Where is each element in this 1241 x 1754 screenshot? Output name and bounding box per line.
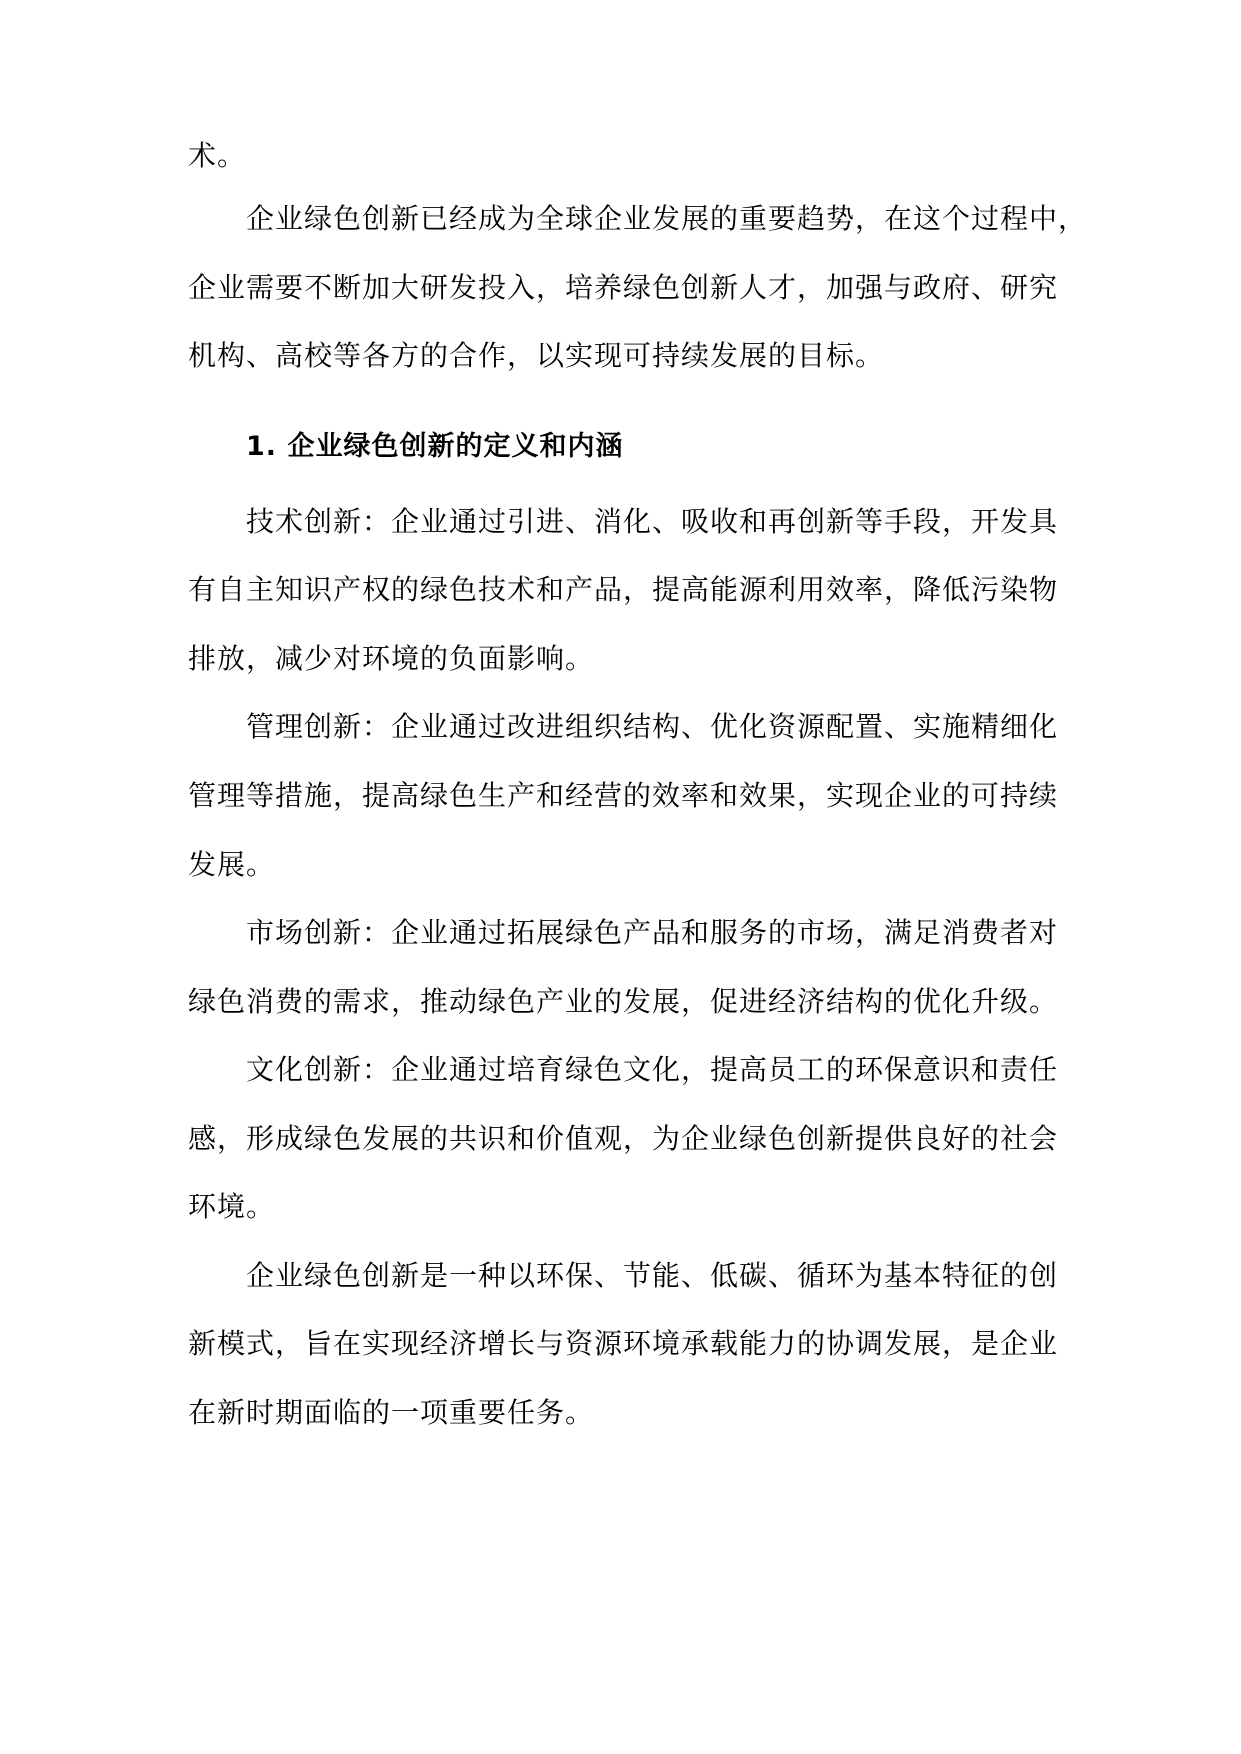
- text-line: 有自主知识产权的绿色技术和产品，提高能源利用效率，降低污染物: [188, 573, 1059, 606]
- text-line: 术。: [188, 139, 247, 172]
- text-line: 发展。: [188, 848, 276, 881]
- section-heading: 1. 企业绿色创新的定义和内涵: [246, 431, 624, 462]
- text-line: 文化创新：企业通过培育绿色文化，提高员工的环保意识和责任: [246, 1053, 1059, 1086]
- text-line: 企业需要不断加大研发投入，培养绿色创新人才，加强与政府、研究: [188, 271, 1059, 304]
- text-line: 在新时期面临的一项重要任务。: [188, 1396, 595, 1429]
- text-line: 环境。: [188, 1190, 276, 1223]
- text-line: 绿色消费的需求，推动绿色产业的发展，促进经济结构的优化升级。: [188, 985, 1059, 1018]
- text-line: 企业绿色创新已经成为全球企业发展的重要趋势，在这个过程中，: [246, 202, 1088, 235]
- text-line: 市场创新：企业通过拓展绿色产品和服务的市场，满足消费者对: [246, 916, 1059, 949]
- text-line: 企业绿色创新是一种以环保、节能、低碳、循环为基本特征的创: [246, 1259, 1059, 1292]
- text-line: 技术创新：企业通过引进、消化、吸收和再创新等手段，开发具: [246, 505, 1059, 538]
- text-line: 感，形成绿色发展的共识和价值观，为企业绿色创新提供良好的社会: [188, 1122, 1059, 1155]
- text-line: 管理等措施，提高绿色生产和经营的效率和效果，实现企业的可持续: [188, 779, 1059, 812]
- text-line: 机构、高校等各方的合作，以实现可持续发展的目标。: [188, 339, 885, 372]
- text-line: 排放，减少对环境的负面影响。: [188, 642, 595, 675]
- text-line: 新模式，旨在实现经济增长与资源环境承载能力的协调发展，是企业: [188, 1327, 1059, 1360]
- text-line: 管理创新：企业通过改进组织结构、优化资源配置、实施精细化: [246, 710, 1059, 743]
